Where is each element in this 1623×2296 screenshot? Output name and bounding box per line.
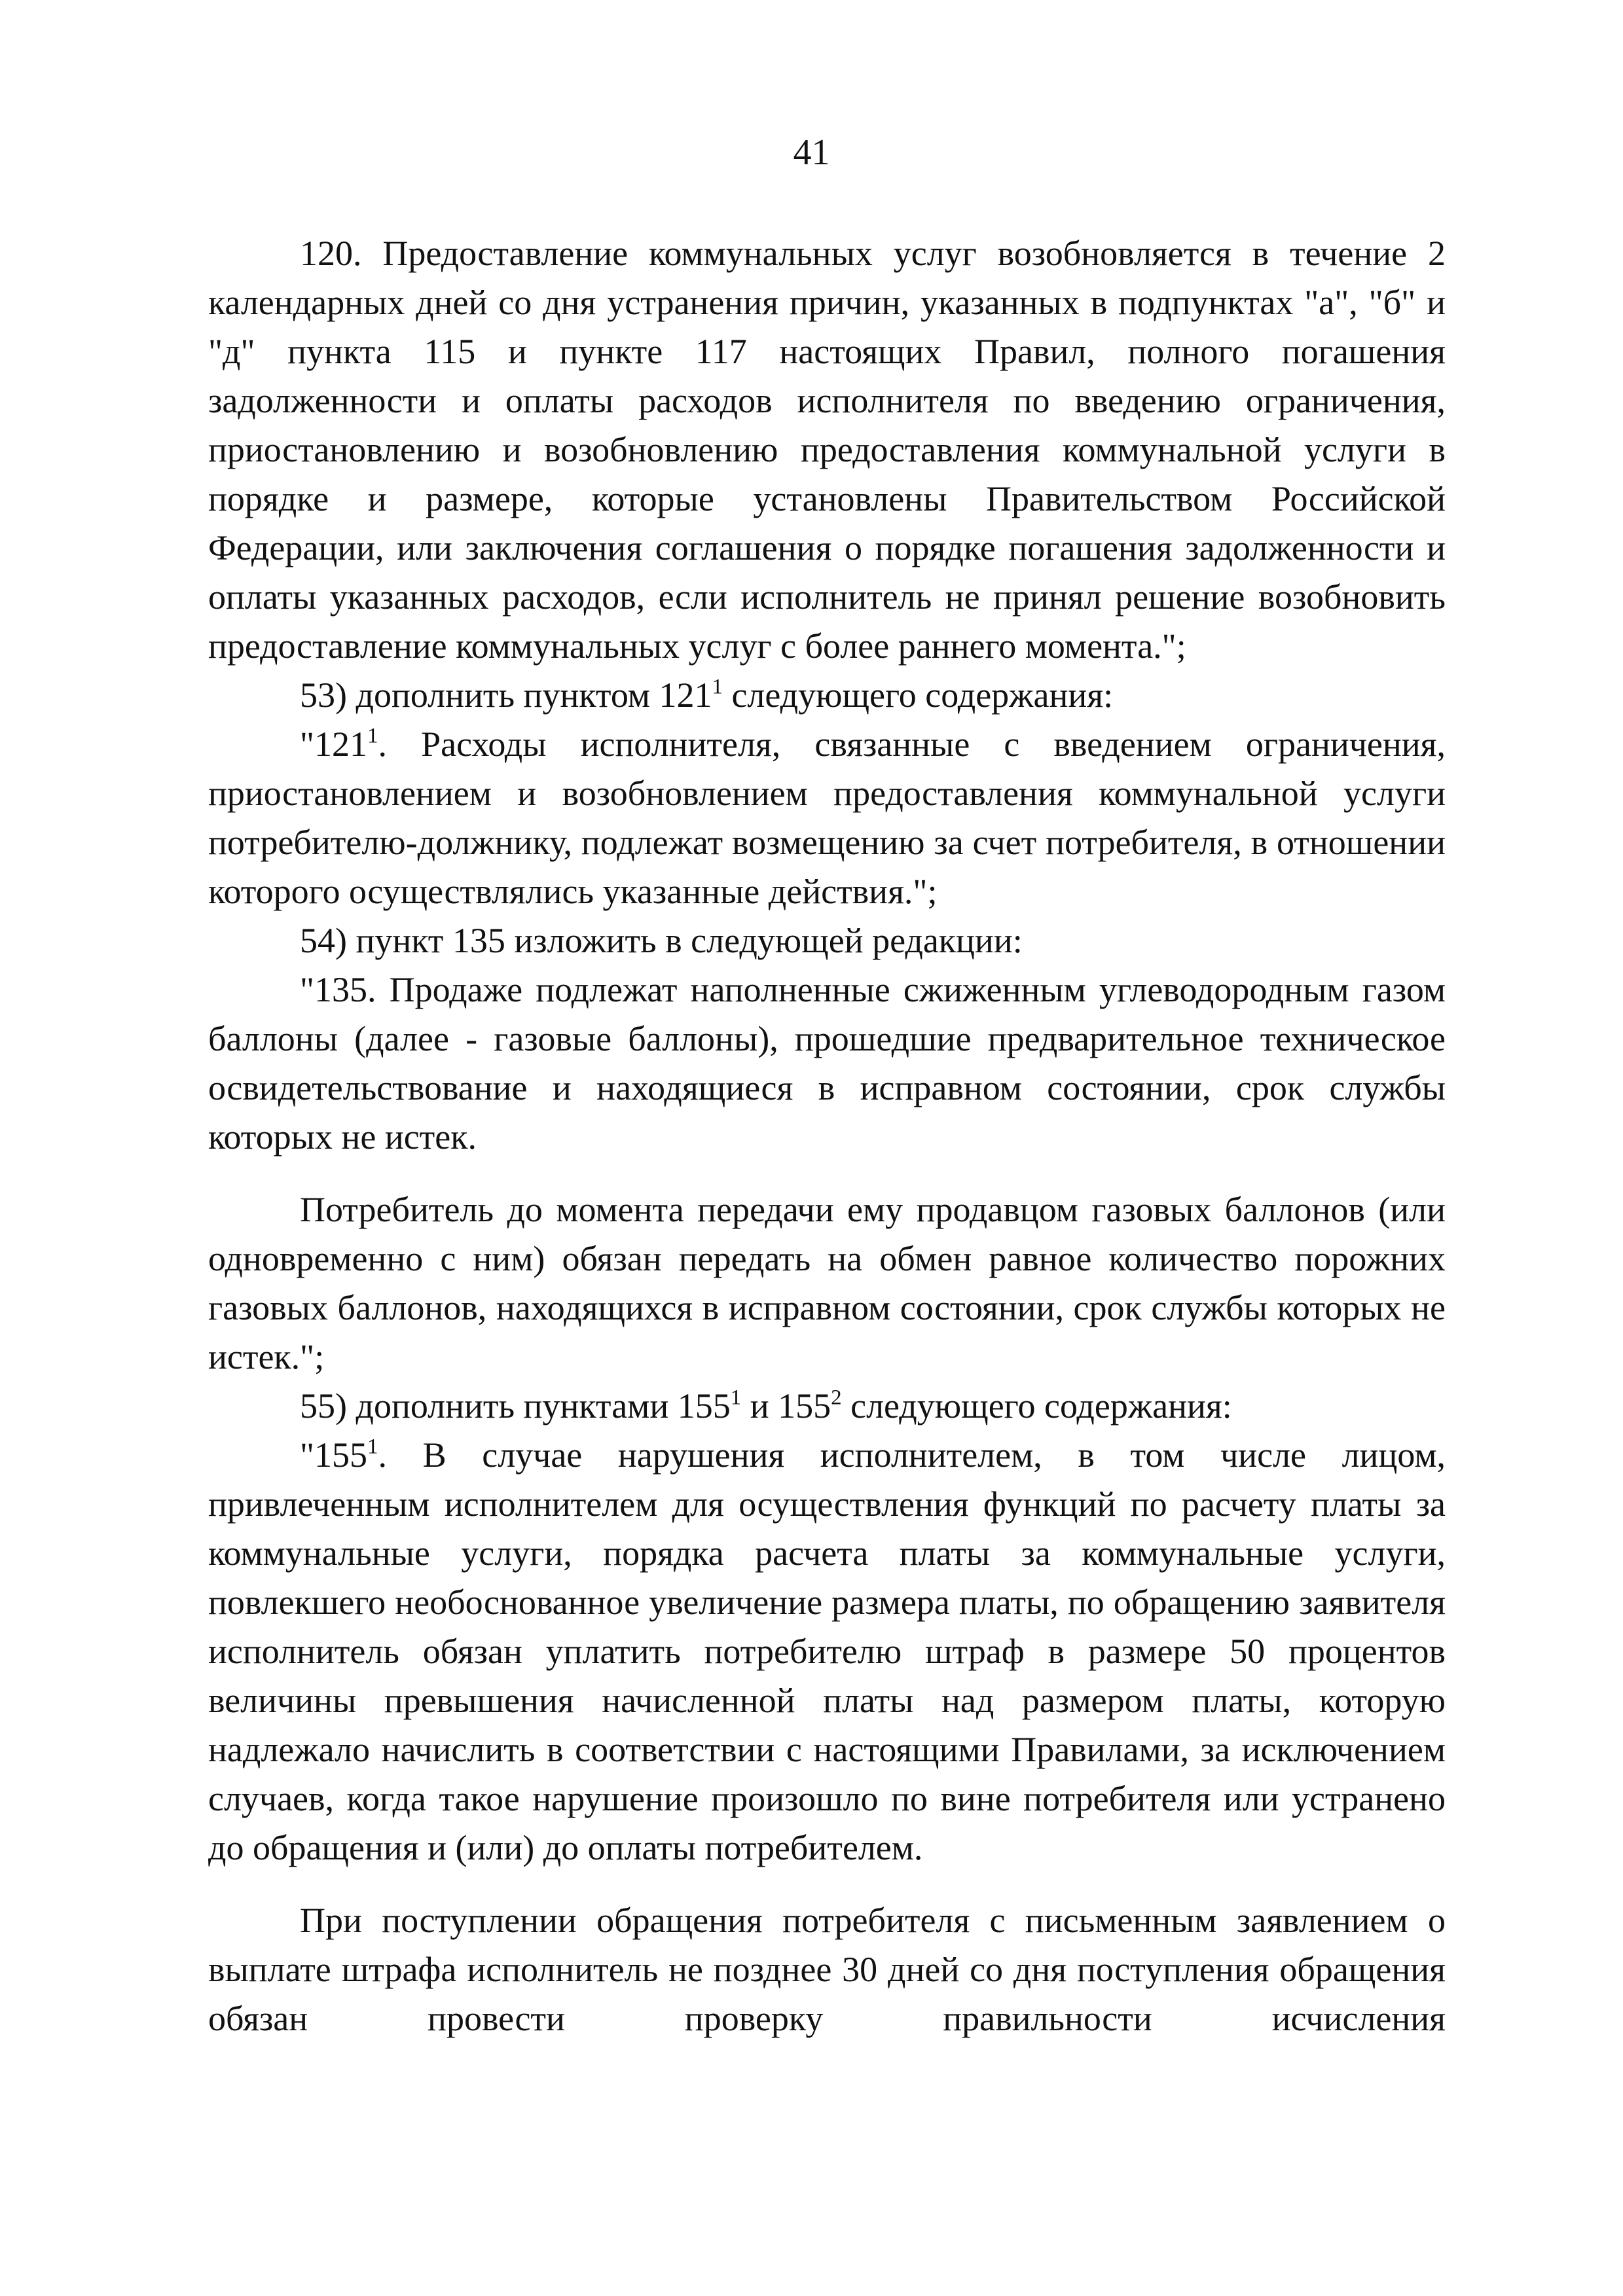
paragraph-155-1-claim: При поступлении обращения потребителя с письменным заявлением о выплате штрафа исполнитель не позднее 30 дней со дня поступления обращения обязан провести проверку правильности исчисления (208, 1901, 1446, 2038)
paragraph-120: 120. Предоставление коммунальных услуг возобновляется в течение 2 календарных дней со дня устранения причин, указанных в подпунктах "а", "б" и "д" пункта 115 и пункте 117 настоящих Правил, полного погашения задолженности и оплаты расходов исполнителя по введению ограничения, приостановлению и возобновлению предоставления коммунальной услуги в порядке и размере, которые установлены Правительством Российской Федерации, или заключения соглашения о порядке погашения задолженности и оплаты указанных расходов, если исполнитель не принял решение возобновить предоставление коммунальных услуг с более раннего момента."; (208, 234, 1446, 666)
paragraph-135-consumer: Потребитель до момента передачи ему продавцом газовых баллонов (или одновременно с ним) обязан передать на обмен равное количество порожних газовых баллонов, находящихся в исправном состоянии, срок службы которых не истек."; (208, 1190, 1446, 1376)
document-body (208, 229, 1446, 2043)
paragraph-item-55: 55) дополнить пунктами $155^1$ и $155^2$ следующего содержания: (300, 1386, 1232, 1426)
paragraph-121-1: "$121^1$. Расходы исполнителя, связанные с введением ограничения, приостановлением и возобновлением предоставления коммунальной услуги потребителю-должнику, подлежат возмещению за счет потребителя, в отношении которого осуществлялись указанные действия."; (208, 724, 1446, 911)
paragraph-135: "135. Продаже подлежат наполненные сжиженным углеводородным газом баллоны (далее - газовые баллоны), прошедшие предварительное техническое освидетельствование и находящиеся в исправном состоянии, срок службы которых не истек. (208, 970, 1446, 1157)
page-number: 41 (793, 132, 830, 173)
paragraph-155-1: "$155^1$. В случае нарушения исполнителем, в том числе лицом, привлеченным исполнителем для осуществления функций по расчету платы за коммунальные услуги, порядка расчета платы за коммунальные услуги, повлекшего необоснованное увеличение размера платы, по обращению заявителя исполнитель обязан уплатить потребителю штраф в размере 50 процентов величины превышения начисленной платы над размером платы, которую надлежало начислить в соответствии с настоящими Правилами, за исключением случаев, когда такое нарушение произошло по вине потребителя или устранено до обращения и (или) до оплаты потребителем. (208, 1435, 1446, 1867)
paragraph-item-54: 54) пункт 135 изложить в следующей редакции: (300, 921, 1023, 960)
paragraph-item-53: 53) дополнить пунктом $121^1$ следующего содержания: (300, 675, 1114, 715)
